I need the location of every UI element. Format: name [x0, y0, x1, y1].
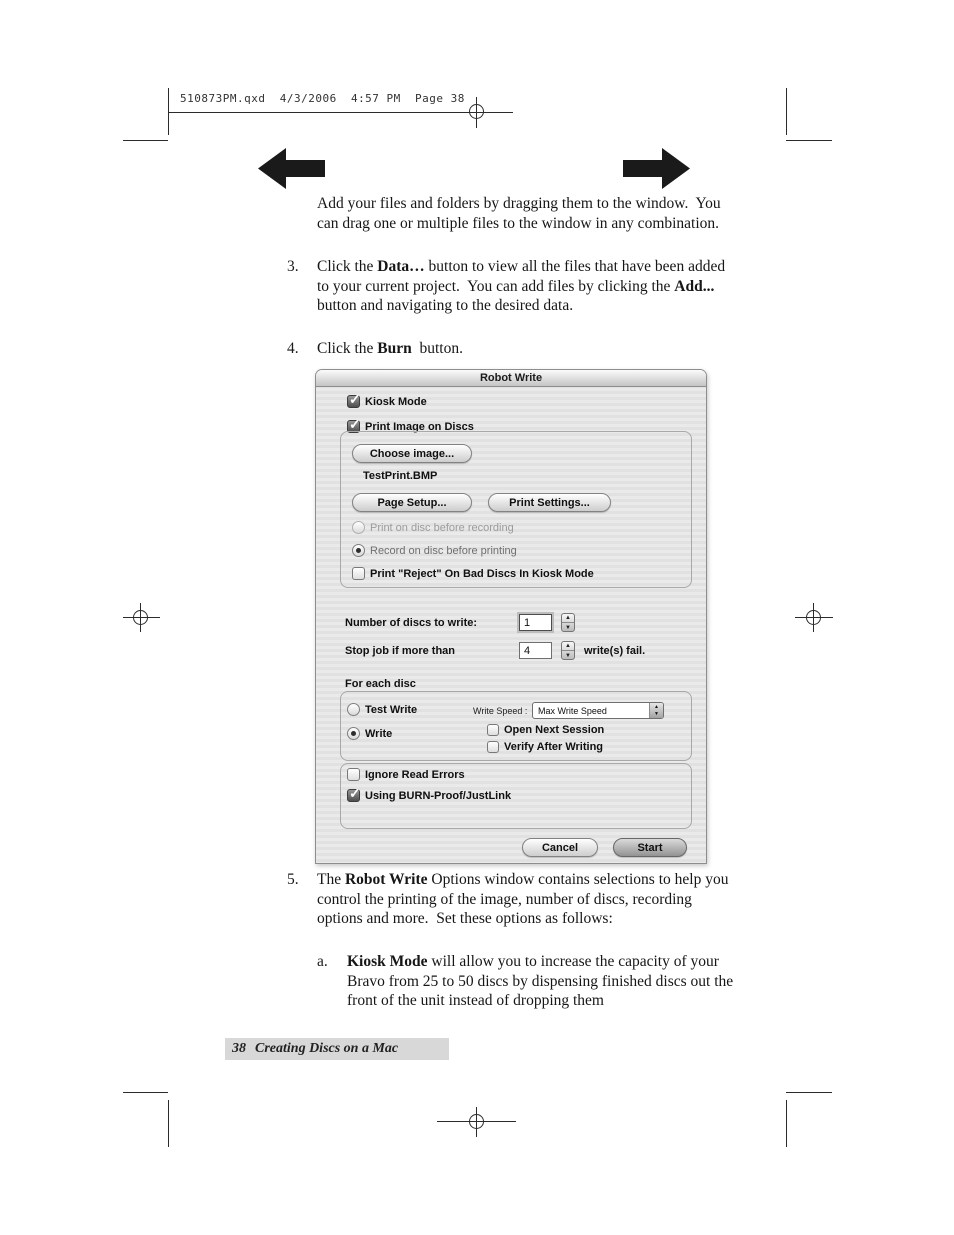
- test-write-radio[interactable]: [347, 703, 360, 716]
- stepper-down-icon[interactable]: [562, 623, 574, 631]
- stepper-up-icon[interactable]: [562, 642, 574, 651]
- start-button[interactable]: Start: [613, 838, 687, 857]
- step-5-text: The Robot Write Options window contains selections to help you control the printing of the image, number of discs, recording options and more. Set these options as follows:: [317, 871, 733, 927]
- write-speed-dropdown[interactable]: [532, 702, 664, 719]
- choose-image-button[interactable]: Choose image...: [352, 444, 472, 463]
- kiosk-mode-label: Kiosk Mode: [365, 395, 427, 408]
- print-settings-button[interactable]: Print Settings...: [488, 493, 611, 512]
- print-image-label: Print Image on Discs: [365, 420, 474, 433]
- reject-discs-row: [352, 567, 594, 580]
- burn-proof-checkbox[interactable]: [347, 789, 360, 802]
- cancel-button[interactable]: Cancel: [522, 838, 598, 857]
- footer-title: Creating Discs on a Mac: [255, 1041, 399, 1056]
- write-label: Write: [365, 727, 393, 740]
- stop-job-suffix: write(s) fail.: [584, 645, 646, 657]
- crop-mark-line: [123, 140, 168, 141]
- test-write-row: [347, 703, 417, 716]
- kiosk-mode-checkbox[interactable]: [347, 395, 360, 408]
- crop-mark-line: [786, 1092, 832, 1093]
- open-next-session-row: [487, 724, 604, 736]
- crop-mark-line: [786, 1100, 787, 1147]
- record-before-printing-row: [352, 544, 517, 557]
- verify-after-writing-checkbox[interactable]: [487, 741, 499, 753]
- crop-mark-line: [168, 112, 513, 113]
- reject-discs-checkbox[interactable]: [352, 567, 365, 580]
- dialog-title: Robot Write: [479, 372, 543, 384]
- test-write-label: Test Write: [365, 703, 418, 716]
- record-before-printing-radio[interactable]: [352, 544, 365, 557]
- next-page-arrow-icon: [623, 146, 692, 196]
- crop-mark-line: [168, 1100, 169, 1147]
- intro-paragraph: Add your files and folders by dragging them to the window. You can drag one or multiple files to the window in any combination.: [317, 195, 725, 232]
- crop-mark-line: [123, 1092, 168, 1093]
- step-5: [287, 870, 737, 929]
- step-4-number: 4.: [287, 340, 299, 357]
- print-before-recording-radio[interactable]: [352, 521, 365, 534]
- list-item-a-number: a.: [317, 953, 328, 970]
- step-3-text: Click the Data… button to view all the files that have been added to your current project. You can add files by clicking the Add... button and navigating to the desired data.: [317, 258, 729, 314]
- stepper-down-icon[interactable]: [562, 651, 574, 659]
- print-before-recording-row: [352, 521, 514, 534]
- num-discs-stepper[interactable]: [561, 613, 575, 632]
- num-discs-label: Number of discs to write:: [345, 617, 478, 629]
- crop-mark-line: [786, 88, 787, 135]
- verify-after-writing-label: Verify After Writing: [504, 741, 604, 753]
- page-setup-button[interactable]: Page Setup...: [352, 493, 472, 512]
- dropdown-arrows-icon: [649, 703, 663, 718]
- registration-mark: [806, 610, 821, 625]
- step-4: [287, 339, 737, 359]
- num-discs-field[interactable]: 1: [519, 614, 552, 631]
- write-row: [347, 727, 392, 740]
- ignore-read-errors-row: [347, 768, 465, 781]
- open-next-session-checkbox[interactable]: [487, 724, 499, 736]
- step-5-number: 5.: [287, 871, 299, 888]
- list-item-a-text: Kiosk Mode will allow you to increase the capacity of your Bravo from 25 to 50 discs by dispensing finished discs out the front of the unit instead of dropping them: [347, 953, 738, 1009]
- ignore-read-errors-checkbox[interactable]: [347, 768, 360, 781]
- write-speed-value: Max Write Speed: [538, 705, 607, 716]
- image-filename: TestPrint.BMP: [363, 470, 438, 482]
- dialog-titlebar[interactable]: [316, 370, 706, 387]
- list-item-a: [317, 952, 742, 1011]
- step-3-number: 3.: [287, 258, 299, 275]
- footer-page-number: 38: [232, 1041, 246, 1056]
- stop-job-stepper[interactable]: [561, 641, 575, 660]
- open-next-session-label: Open Next Session: [504, 724, 605, 736]
- write-radio[interactable]: [347, 727, 360, 740]
- crop-mark-line: [168, 88, 169, 135]
- robot-write-dialog: [315, 369, 707, 864]
- stop-job-label: Stop job if more than: [345, 645, 455, 657]
- burn-proof-label: Using BURN-Proof/JustLink: [365, 789, 512, 802]
- step-4-text: Click the Burn button.: [317, 340, 463, 357]
- for-each-disc-label: For each disc: [345, 678, 416, 690]
- verify-after-writing-row: [487, 741, 603, 753]
- registration-mark: [469, 104, 484, 119]
- reject-discs-label: Print "Reject" On Bad Discs In Kiosk Mode: [370, 567, 594, 580]
- print-before-recording-label: Print on disc before recording: [370, 521, 514, 534]
- ignore-read-errors-label: Ignore Read Errors: [365, 768, 465, 781]
- step-3: [287, 257, 737, 316]
- prepress-slug-line: 510873PM.qxd 4/3/2006 4:57 PM Page 38: [180, 92, 465, 105]
- prev-page-arrow-icon: [256, 146, 325, 196]
- kiosk-mode-row: [347, 395, 427, 408]
- stepper-up-icon[interactable]: [562, 614, 574, 623]
- stop-job-field[interactable]: 4: [519, 642, 552, 659]
- crop-mark-line: [786, 140, 832, 141]
- registration-mark: [133, 610, 148, 625]
- burn-proof-row: [347, 789, 511, 802]
- page-footer: [225, 1038, 449, 1060]
- record-before-printing-label: Record on disc before printing: [370, 544, 517, 557]
- registration-mark: [469, 1114, 484, 1129]
- write-speed-label: Write Speed :: [473, 706, 528, 716]
